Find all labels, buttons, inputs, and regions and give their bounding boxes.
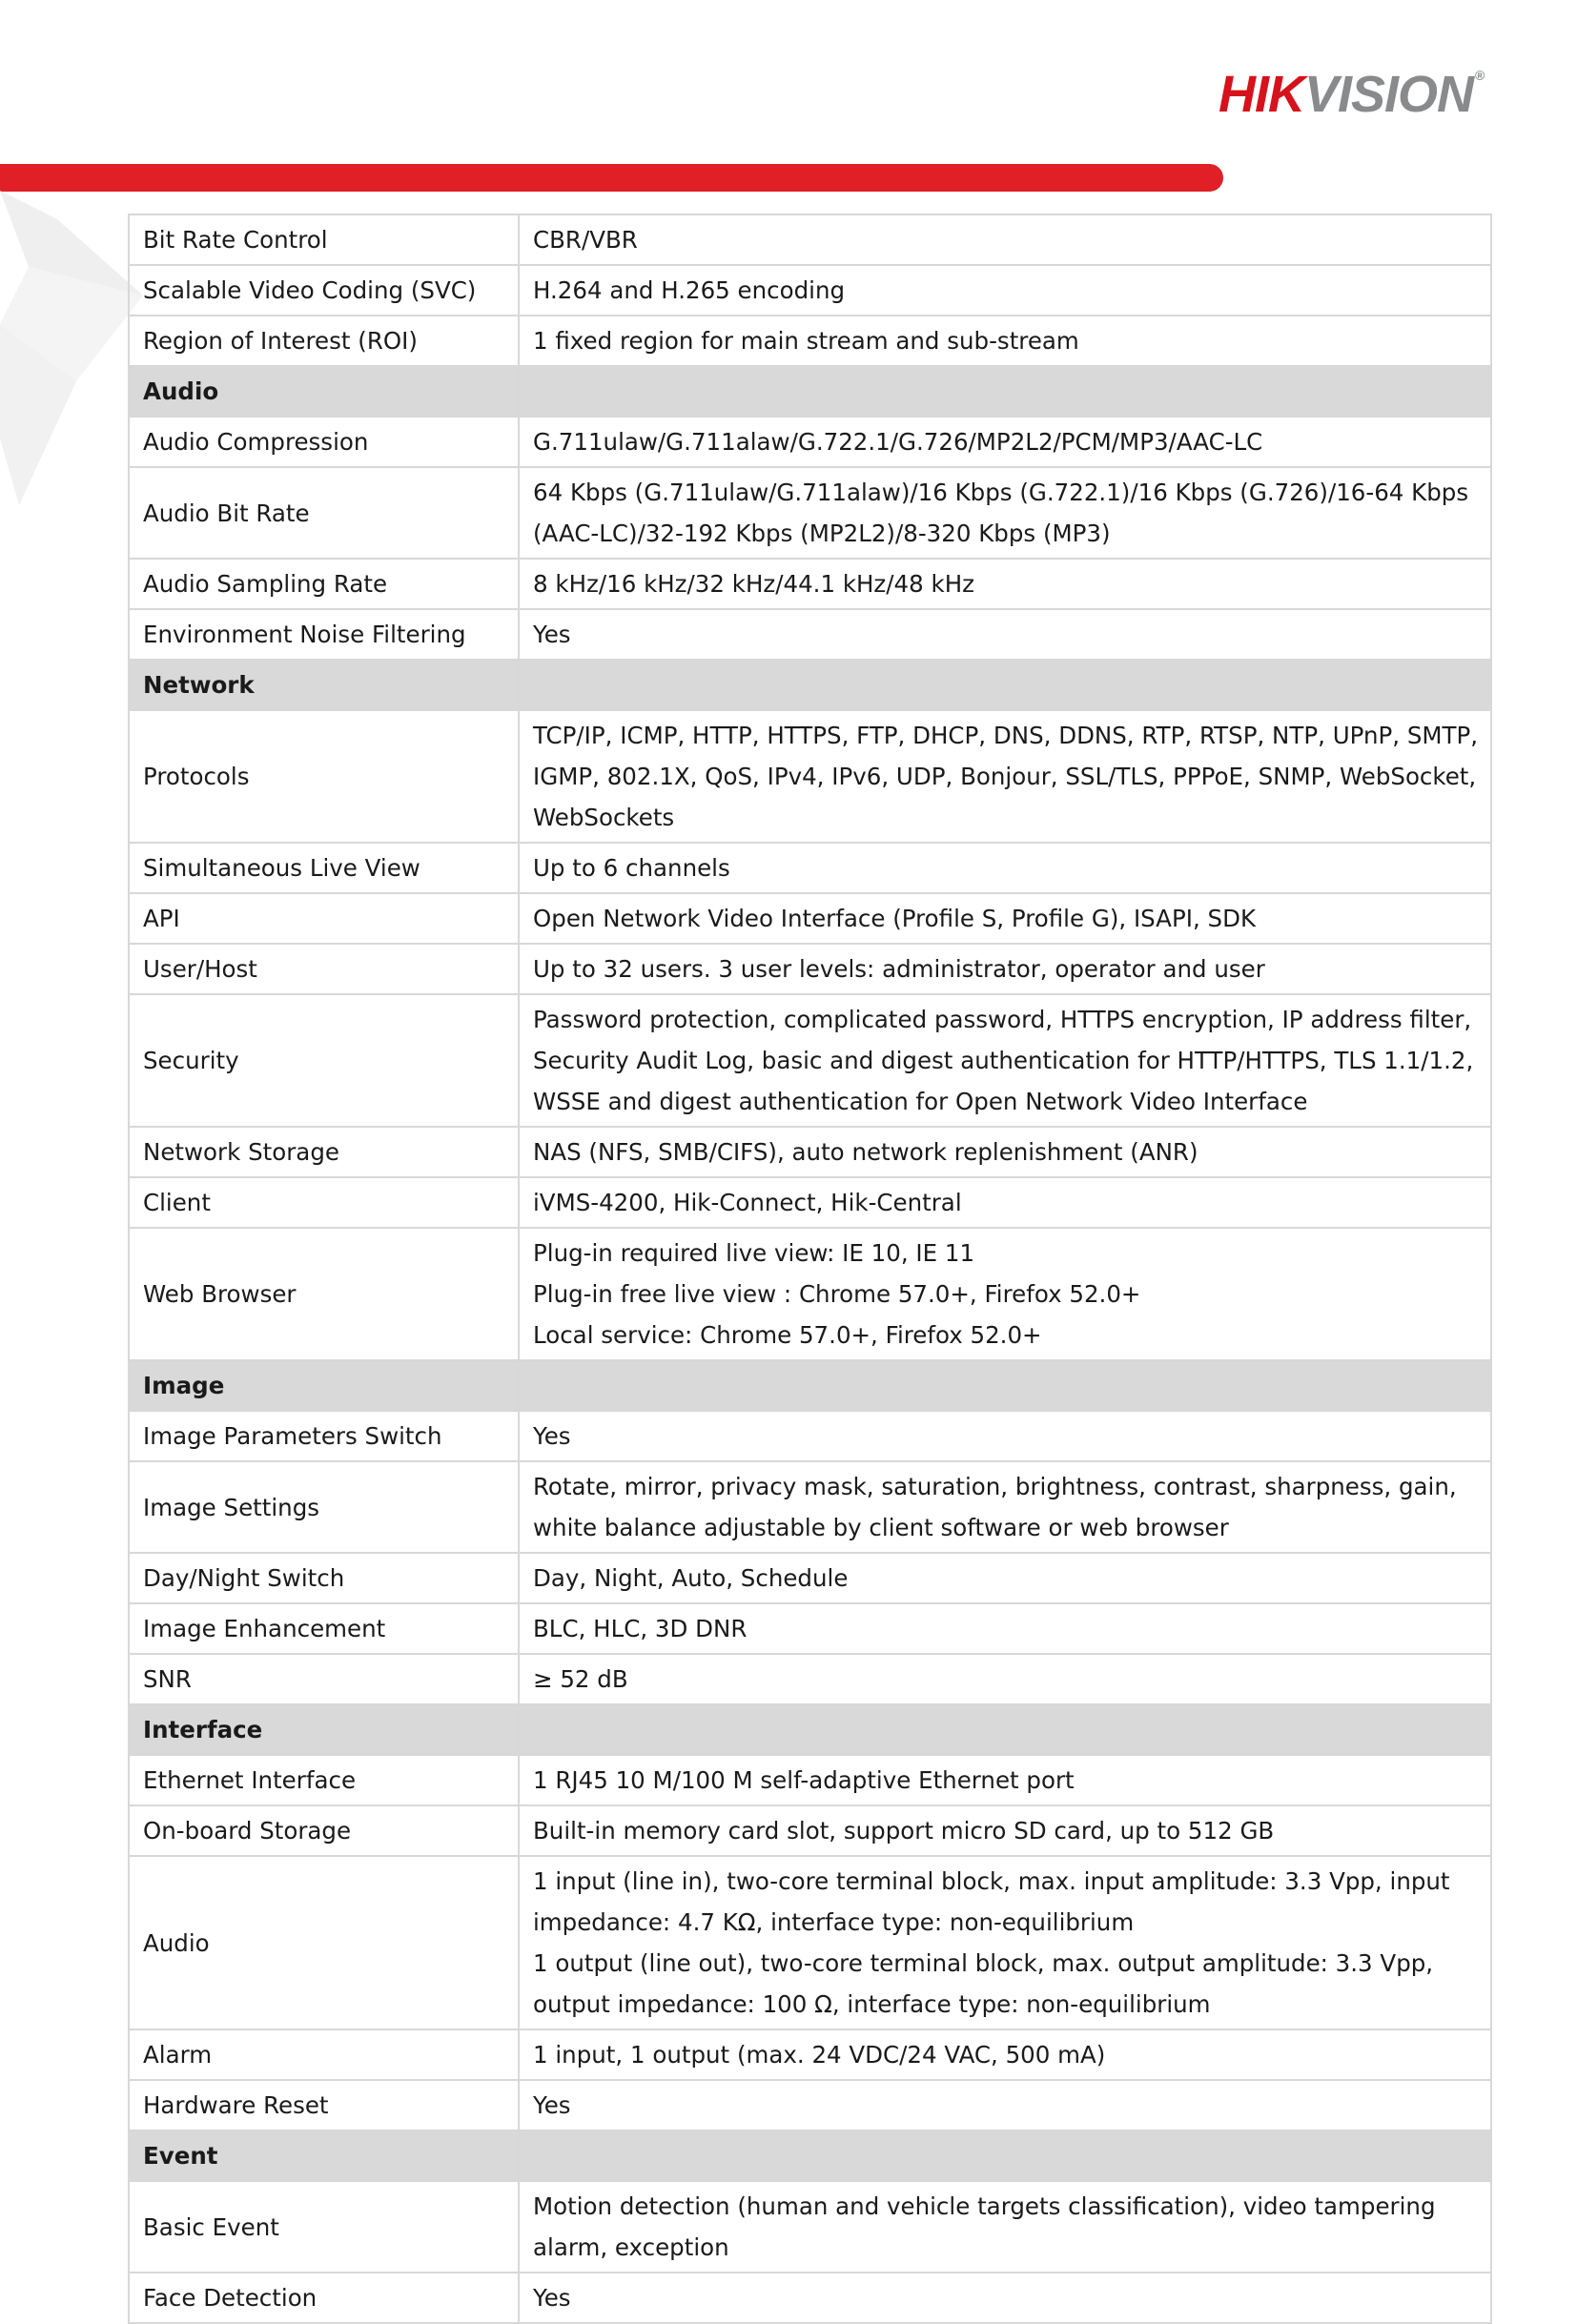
spec-row [129,994,1491,1127]
logo-text-hik: HIK [1219,66,1304,123]
spec-value [519,316,1491,366]
spec-value [519,2080,1491,2130]
spec-row [129,1856,1491,2029]
spec-label: Day/Night Switch [129,1553,519,1603]
section-header-spacer [519,1704,1491,1755]
spec-label: User/Host [129,944,519,994]
spec-label: Scalable Video Coding (SVC) [129,265,519,316]
section-title: Interface [129,1704,519,1755]
spec-label: API [129,893,519,944]
spec-label: Client [129,1177,519,1228]
spec-value-line: 64 Kbps (G.711ulaw/G.711alaw)/16 Kbps (G.722.1)/16 Kbps (G.726)/16-64 Kbps (AAC-LC)/32-192 Kbps (MP2L2)/8-320 Kbps (MP3) [533,479,1469,547]
spec-value [519,1461,1491,1553]
spec-label: Security [129,994,519,1127]
spec-value-line: Open Network Video Interface (Profile S, Profile G), ISAPI, SDK [533,905,1257,932]
spec-value [519,609,1491,660]
spec-label: Protocols [129,710,519,843]
spec-label: Image Settings [129,1461,519,1553]
spec-value-line: 1 input, 1 output (max. 24 VDC/24 VAC, 500 mA) [533,2041,1106,2069]
spec-value [519,1755,1491,1805]
registered-mark: ® [1475,68,1485,83]
spec-row [129,1755,1491,1805]
spec-value-line: Local service: Chrome 57.0+, Firefox 52.0+ [533,1321,1042,1349]
spec-label: Network Storage [129,1127,519,1177]
spec-value-line: 1 fixed region for main stream and sub-stream [533,327,1079,355]
spec-value-line: G.711ulaw/G.711alaw/G.722.1/G.726/MP2L2/PCM/MP3/AAC-LC [533,428,1263,456]
spec-row [129,609,1491,660]
section-title: Audio [129,366,519,417]
spec-row [129,1553,1491,1603]
spec-value-line: ≥ 52 dB [533,1665,628,1693]
spec-row [129,1805,1491,1856]
spec-row [129,2181,1491,2273]
specification-table-body [129,214,1491,2323]
spec-value [519,2029,1491,2080]
spec-value-line: Plug-in required live view: IE 10, IE 11 [533,1239,975,1267]
spec-value-line: Plug-in free live view : Chrome 57.0+, Firefox 52.0+ [533,1280,1141,1308]
spec-label: Audio Compression [129,417,519,467]
spec-value-line: BLC, HLC, 3D DNR [533,1615,748,1642]
spec-value [519,994,1491,1127]
spec-label: Region of Interest (ROI) [129,316,519,366]
hikvision-logo [1219,66,1485,123]
spec-label: Audio Sampling Rate [129,559,519,609]
section-header-spacer [519,1360,1491,1411]
header-accent-bar [0,164,1223,192]
spec-value [519,893,1491,944]
spec-value-line: Yes [533,2284,571,2312]
spec-value-line: TCP/IP, ICMP, HTTP, HTTPS, FTP, DHCP, DNS, DDNS, RTP, RTSP, NTP, UPnP, SMTP, IGMP, 802.1X, QoS, IPv4, IPv6, UDP, Bonjour, SSL/TLS, PPPoE, SNMP, WebSocket, WebSockets [533,722,1479,831]
section-header-row [129,1704,1491,1755]
spec-value [519,214,1491,265]
spec-value-line: Rotate, mirror, privacy mask, saturation, brightness, contrast, sharpness, gain, white balance adjustable by client software or web browser [533,1473,1457,1541]
spec-label: Image Parameters Switch [129,1411,519,1461]
spec-label: Simultaneous Live View [129,843,519,893]
section-header-spacer [519,2130,1491,2181]
section-header-row [129,2130,1491,2181]
spec-row [129,1127,1491,1177]
spec-value [519,1411,1491,1461]
spec-label: Hardware Reset [129,2080,519,2130]
spec-row [129,2080,1491,2130]
spec-label: Web Browser [129,1228,519,1360]
spec-value [519,944,1491,994]
spec-label: Face Detection [129,2273,519,2323]
spec-label: Audio [129,1856,519,2029]
spec-row [129,1654,1491,1704]
spec-row [129,417,1491,467]
section-header-spacer [519,660,1491,710]
spec-value [519,1856,1491,2029]
spec-value [519,1127,1491,1177]
spec-row [129,1411,1491,1461]
spec-row [129,2029,1491,2080]
spec-row [129,265,1491,316]
spec-value-line: H.264 and H.265 encoding [533,276,846,304]
specification-table [128,214,1492,2324]
spec-value-line: CBR/VBR [533,226,638,254]
spec-row [129,214,1491,265]
spec-value-line: 1 input (line in), two-core terminal block, max. input amplitude: 3.3 Vpp, input impedance: 4.7 KΩ, interface type: non-equilibrium [533,1867,1450,1936]
spec-value-line: 1 RJ45 10 M/100 M self-adaptive Ethernet port [533,1766,1075,1794]
spec-row [129,843,1491,893]
spec-value [519,1603,1491,1654]
section-header-row [129,660,1491,710]
section-title: Network [129,660,519,710]
spec-value-line: Day, Night, Auto, Schedule [533,1564,849,1592]
spec-label: Audio Bit Rate [129,467,519,559]
spec-value [519,1553,1491,1603]
spec-value [519,265,1491,316]
spec-value-line: Yes [533,2091,571,2119]
spec-value [519,843,1491,893]
spec-value [519,2181,1491,2273]
section-header-spacer [519,366,1491,417]
section-header-row [129,1360,1491,1411]
spec-value-line: 1 output (line out), two-core terminal block, max. output amplitude: 3.3 Vpp, output impedance: 100 Ω, interface type: non-equilibrium [533,1949,1434,2018]
spec-row [129,1461,1491,1553]
spec-row [129,1228,1491,1360]
section-title: Event [129,2130,519,2181]
spec-value-line: Password protection, complicated password, HTTPS encryption, IP address filter, Security Audit Log, basic and digest authentication for HTTP/HTTPS, TLS 1.1/1.2, WSSE and digest authentication for Open Network Video Interface [533,1006,1474,1115]
spec-label: SNR [129,1654,519,1704]
spec-value [519,2273,1491,2323]
spec-value-line: Up to 32 users. 3 user levels: administrator, operator and user [533,955,1265,983]
spec-value-line: NAS (NFS, SMB/CIFS), auto network replenishment (ANR) [533,1138,1198,1166]
spec-value-line: Yes [533,621,571,648]
spec-label: Alarm [129,2029,519,2080]
spec-row [129,1603,1491,1654]
spec-value [519,417,1491,467]
spec-row [129,316,1491,366]
spec-value-line: Yes [533,1422,571,1450]
spec-label: Basic Event [129,2181,519,2273]
spec-value [519,1805,1491,1856]
spec-row [129,710,1491,843]
spec-value [519,467,1491,559]
spec-value [519,1654,1491,1704]
spec-row [129,944,1491,994]
spec-value-line: Built-in memory card slot, support micro SD card, up to 512 GB [533,1817,1275,1845]
spec-value-line: Up to 6 channels [533,854,730,882]
spec-label: Bit Rate Control [129,214,519,265]
logo-text-vision: VISION [1304,66,1474,123]
spec-row [129,467,1491,559]
spec-row [129,559,1491,609]
spec-value-line: Motion detection (human and vehicle targets classification), video tampering alarm, exception [533,2192,1436,2261]
section-header-row [129,366,1491,417]
spec-label: On-board Storage [129,1805,519,1856]
spec-value [519,1177,1491,1228]
spec-label: Ethernet Interface [129,1755,519,1805]
spec-value-line: 8 kHz/16 kHz/32 kHz/44.1 kHz/48 kHz [533,570,974,598]
spec-row [129,893,1491,944]
spec-value [519,559,1491,609]
spec-row [129,2273,1491,2323]
spec-label: Image Enhancement [129,1603,519,1654]
spec-value-line: iVMS-4200, Hik-Connect, Hik-Central [533,1189,962,1216]
section-title: Image [129,1360,519,1411]
spec-label: Environment Noise Filtering [129,609,519,660]
spec-row [129,1177,1491,1228]
spec-value [519,1228,1491,1360]
spec-value [519,710,1491,843]
